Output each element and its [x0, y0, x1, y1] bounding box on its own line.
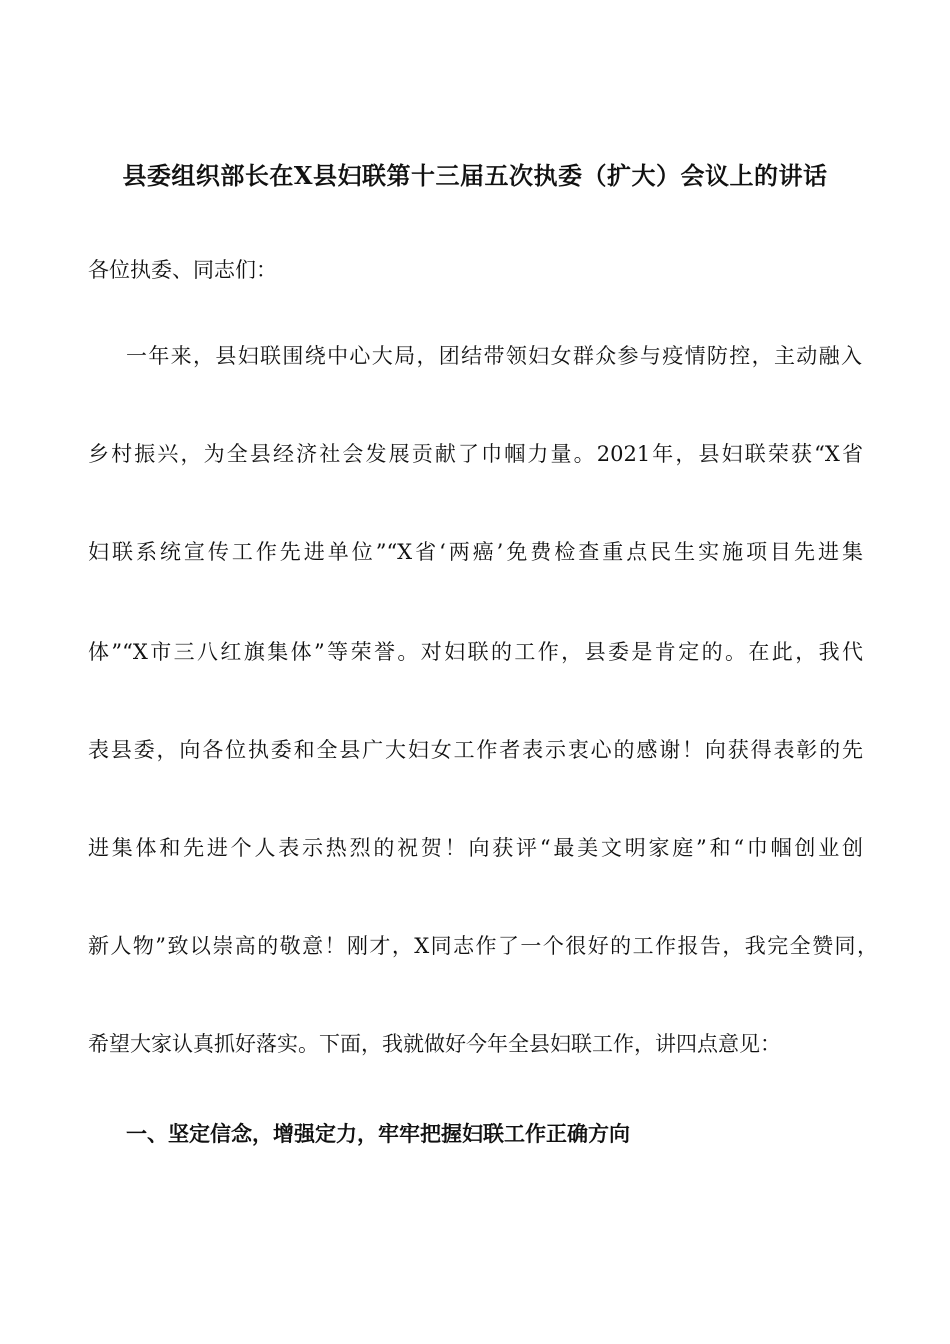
paragraph-line: 体”“X市三八红旗集体”等荣誉。对妇联的工作，县委是肯定的。在此，我代: [88, 640, 863, 664]
document-title: 县委组织部长在X县妇联第十三届五次执委（扩大）会议上的讲话: [122, 161, 828, 190]
paragraph-line: 希望大家认真抓好落实。下面，我就做好今年全县妇联工作，讲四点意见：: [88, 1032, 781, 1056]
paragraph-line: 乡村振兴，为全县经济社会发展贡献了巾帼力量。2021年，县妇联荣获“X省: [88, 442, 863, 466]
paragraph-line: 进集体和先进个人表示热烈的祝贺！向获评“最美文明家庭”和“巾帼创业创: [88, 836, 863, 860]
paragraph-line: 新人物”致以崇高的敬意！刚才，X同志作了一个很好的工作报告，我完全赞同，: [88, 934, 878, 958]
paragraph-line: 表县委，向各位执委和全县广大妇女工作者表示衷心的感谢！向获得表彰的先: [88, 738, 863, 762]
paragraph-line: 妇联系统宣传工作先进单位”“X省‘两癌’免费检查重点民生实施项目先进集: [88, 540, 863, 564]
salutation: 各位执委、同志们：: [88, 258, 277, 282]
paragraph-line: 一年来，县妇联围绕中心大局，团结带领妇女群众参与疫情防控，主动融入: [126, 344, 862, 368]
section-heading: 一、坚定信念，增强定力，牢牢把握妇联工作正确方向: [126, 1121, 630, 1146]
